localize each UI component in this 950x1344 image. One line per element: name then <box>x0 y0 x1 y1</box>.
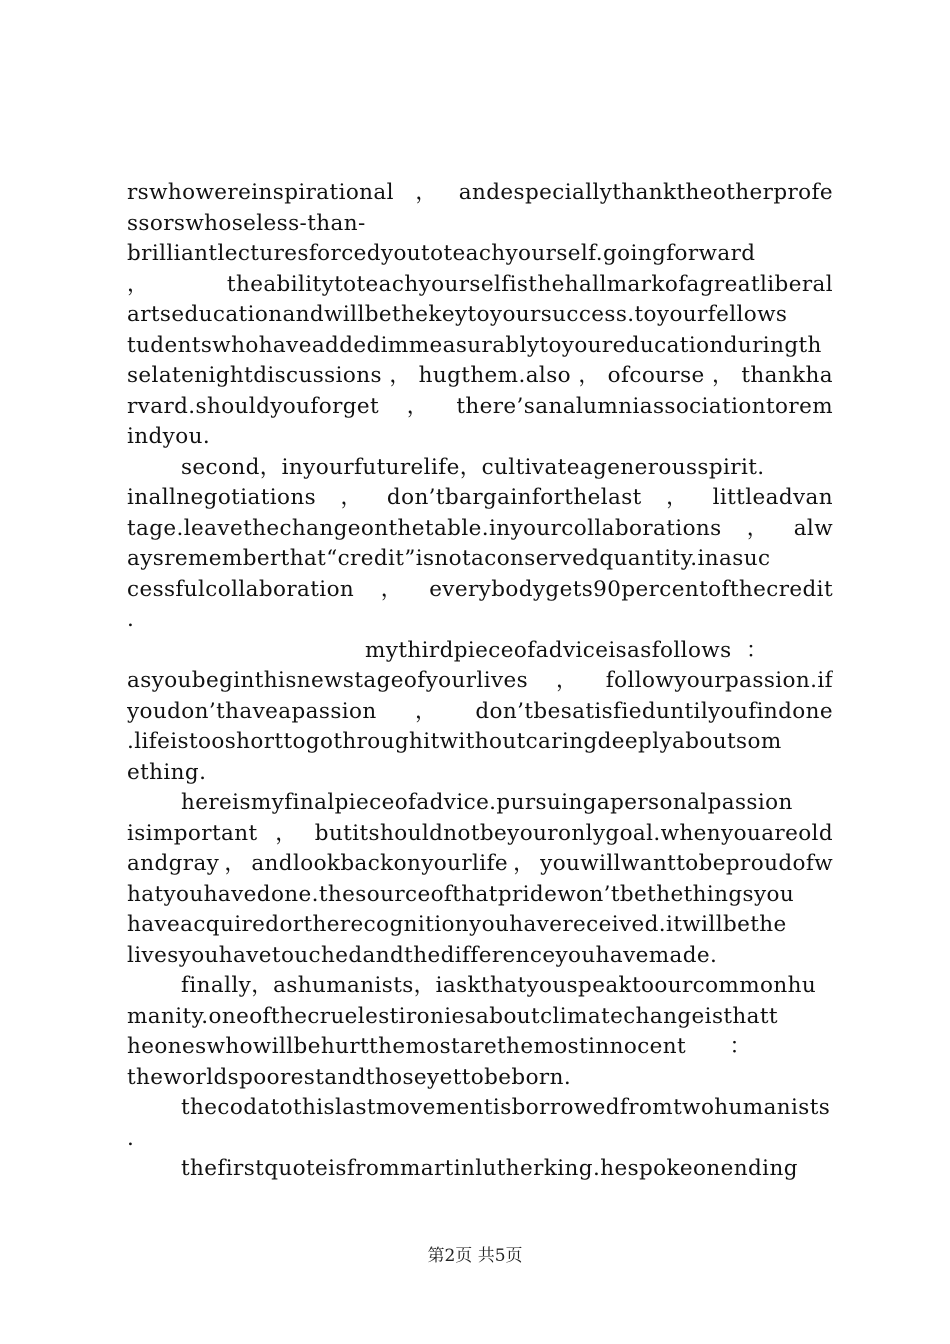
text-line: ，theabilitytoteachyourselfisthehallmarkofagreatliberal <box>127 271 833 297</box>
text-line: tudentswhohaveaddedimmeasurablytoyoureducationduringth <box>127 332 822 358</box>
text-line: thefirstquoteisfrommartinlutherking.hespokeonending <box>181 1156 798 1181</box>
text-line: . <box>127 607 135 632</box>
text-line: livesyouhavetouchedandthedifferenceyouhavemade. <box>127 942 718 968</box>
text-line: andgray，andlookbackonyourlife，youwillwanttobeproudofw <box>127 851 833 876</box>
text-line: hatyouhavedone.thesourceofthatpridewon’tbethethingsyou <box>127 881 795 907</box>
text-line: haveacquiredortherecognitionyouhavereceived.itwillbethe <box>127 912 787 937</box>
text-line: hereismyfinalpieceofadvice.pursuingapersonalpassion <box>181 790 793 815</box>
text-line: cessfulcollaboration，everybodygets90percentofthecredit <box>127 576 833 602</box>
text-line: indyou. <box>127 424 211 449</box>
text-line: .lifeistooshorttogothroughitwithoutcaringdeeplyaboutsom <box>127 729 782 754</box>
text-line: selatenightdiscussions，hugthem.also，ofcourse，thankha <box>127 363 833 388</box>
text-line: heoneswhowillbehurtthemostarethemostinnocent ： <box>127 1034 752 1059</box>
text-line: second，inyourfuturelife，cultivateagenerousspirit. <box>181 454 765 480</box>
document-body <box>127 178 833 1185</box>
text-line: asyoubeginthisnewstageofyourlives，followyourpassion.if <box>127 668 833 693</box>
text-line: tage.leavethechangeonthetable.inyourcollaborations，alw <box>127 515 833 541</box>
text-line: manity.oneofthecruelestironiesaboutclimatechangeisthatt <box>127 1003 778 1029</box>
text-line: brilliantlecturesforcedyoutoteachyourself.goingforward <box>127 241 756 266</box>
text-line: inallnegotiations，don’tbargainforthelast，littleadvan <box>127 485 833 510</box>
text-line: finally，ashumanists，iaskthatyouspeaktoourcommonhu <box>181 973 817 998</box>
text-line: mythirdpieceofadviceisasfollows ： <box>365 637 768 663</box>
text-line: rswhowereinspirational，andespeciallythanktheotherprofe <box>127 180 833 205</box>
text-line: ething. <box>127 759 207 785</box>
page-footer: 第2页 共5页 <box>427 1246 523 1266</box>
text-line: isimportant，butitshouldnotbeyouronlygoal.whenyouareold <box>127 820 833 846</box>
text-line: aysrememberthat“credit”isnotaconservedquantity.inasuc <box>127 546 771 571</box>
text-line: ssorswhoseless-than- <box>127 210 366 236</box>
text-line: . <box>127 1125 135 1151</box>
text-line: thecodatothislastmovementisborrowedfromtwohumanists <box>181 1095 831 1120</box>
text-line: rvard.shouldyouforget，there’sanalumniassociationtorem <box>127 393 833 419</box>
text-line: artseducationandwillbethekeytoyoursuccess.toyourfellows <box>127 302 788 327</box>
text-line: theworldspoorestandthoseyettobeborn. <box>127 1064 572 1090</box>
text-line: youdon’thaveapassion，don’tbesatisfieduntilyoufindone <box>127 698 833 724</box>
